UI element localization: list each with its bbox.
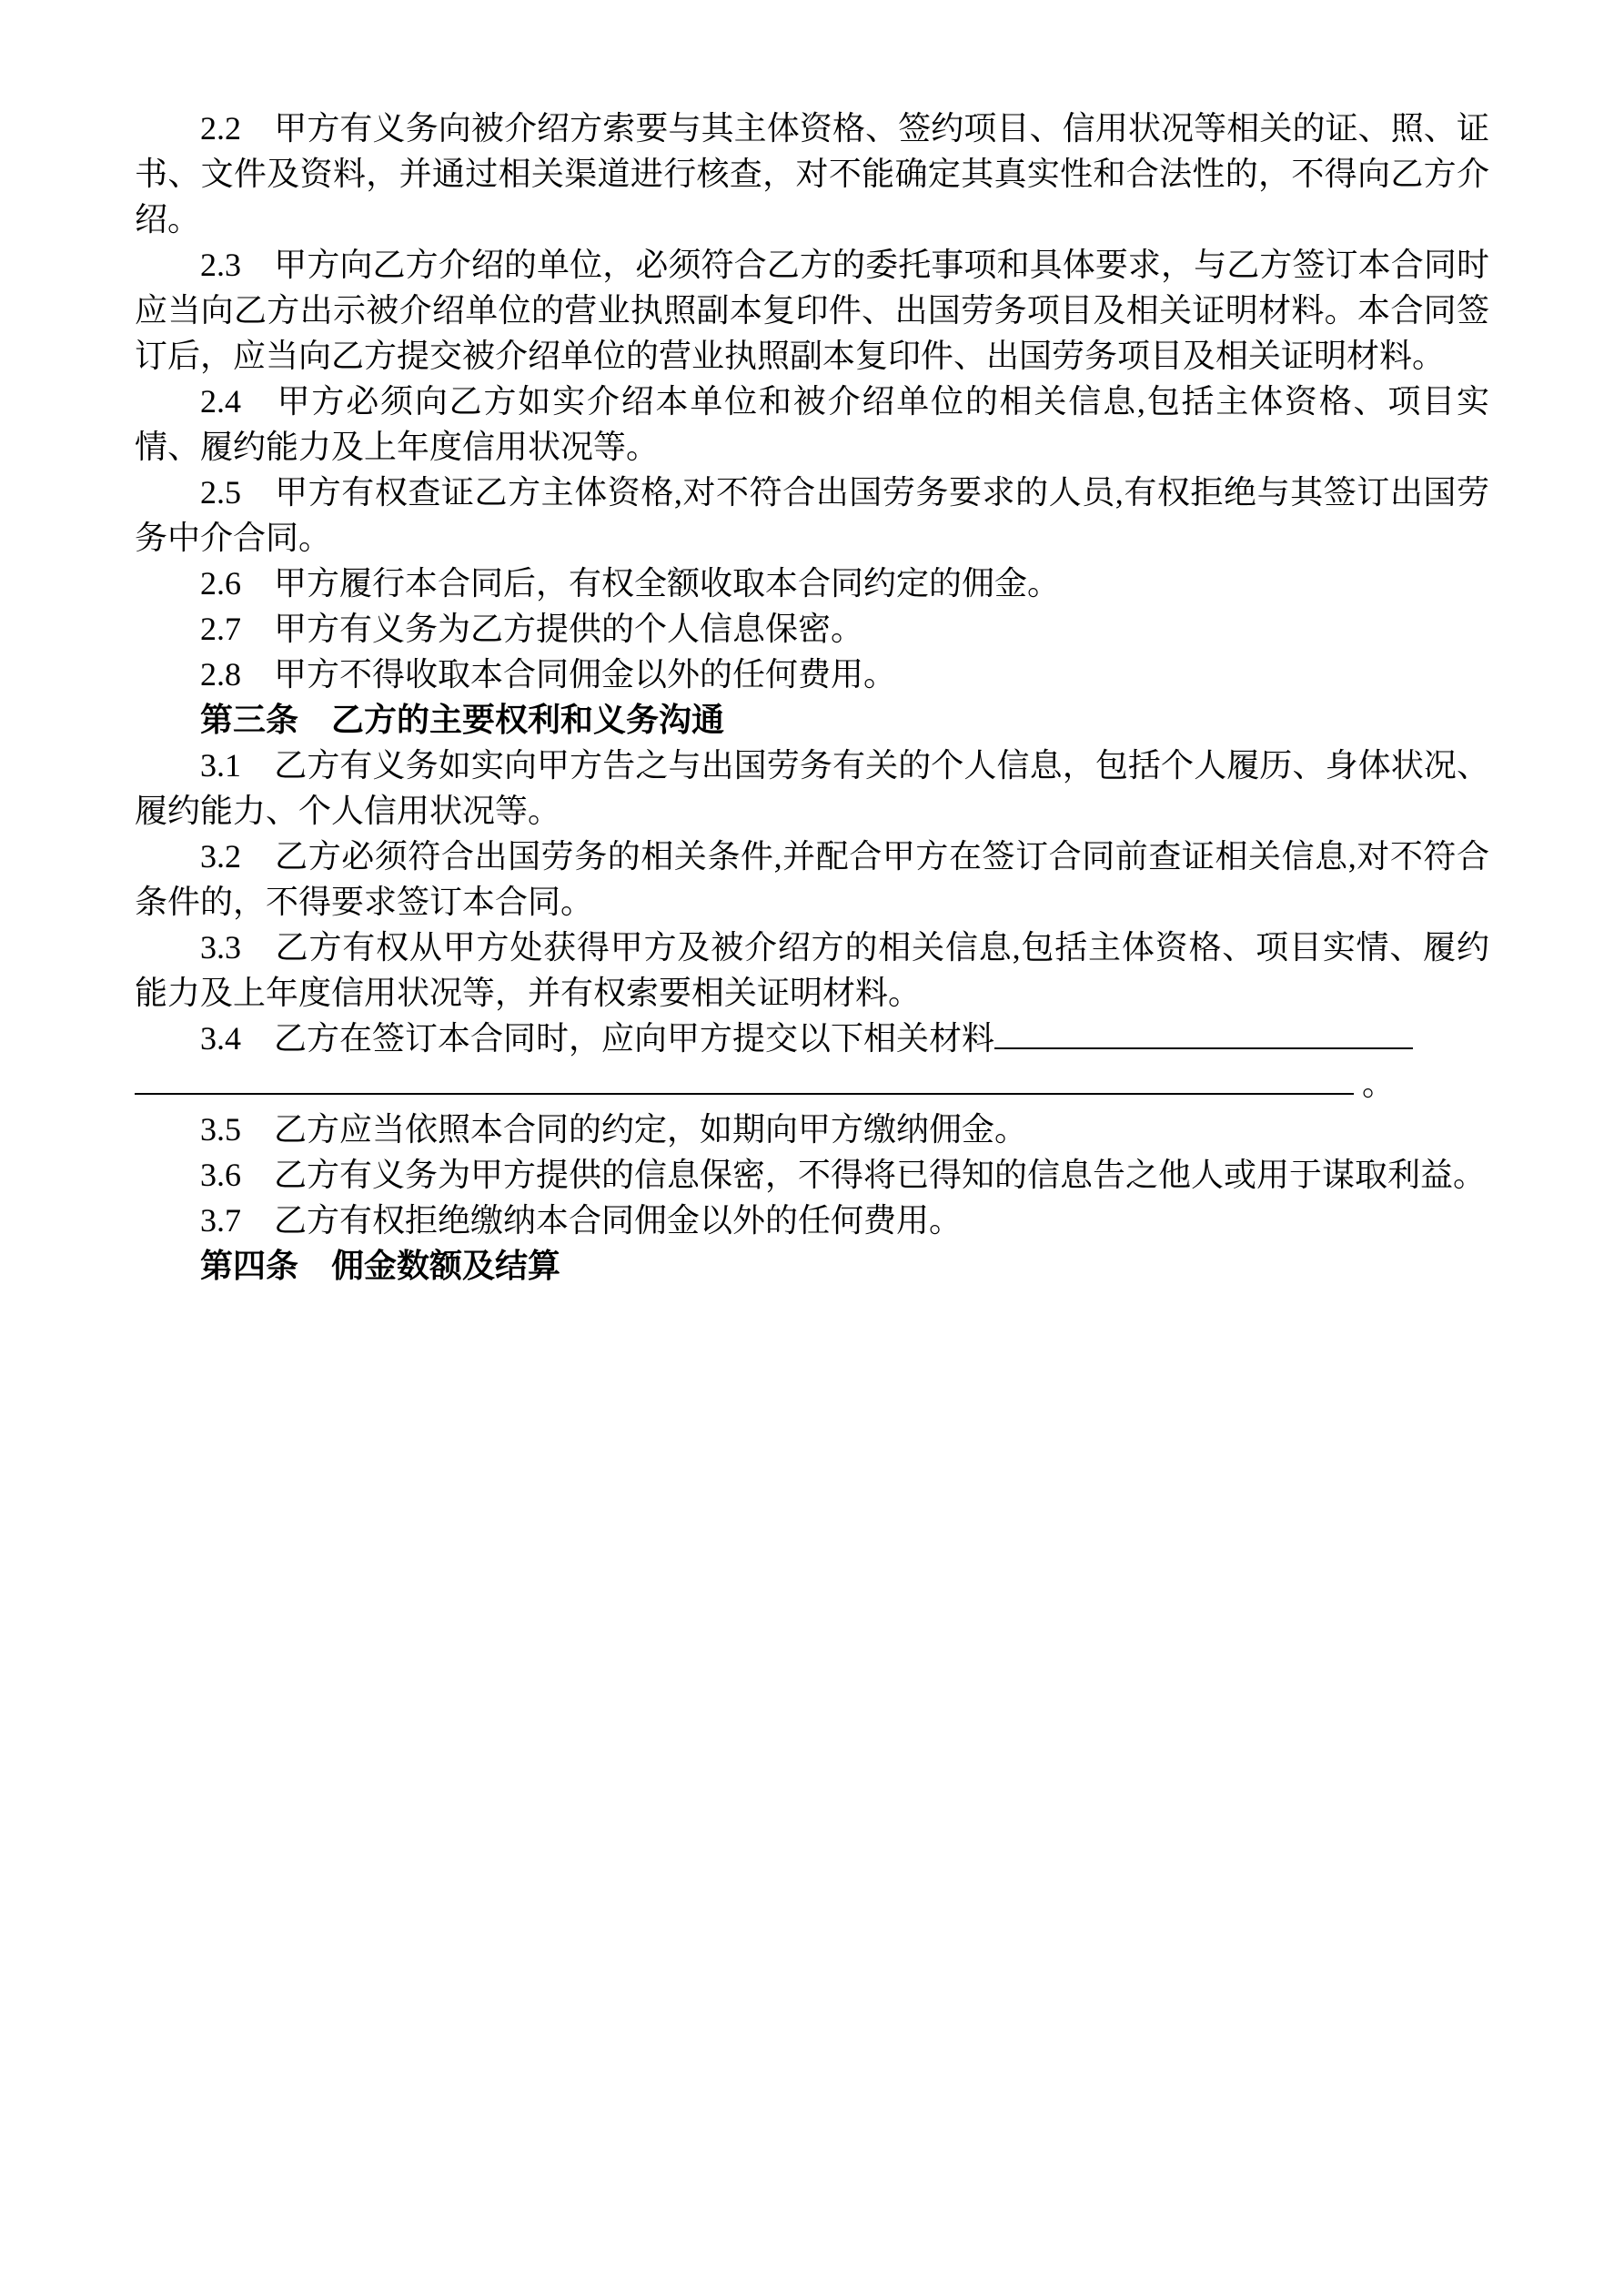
section-heading: 第三条 乙方的主要权利和义务沟通 — [200, 702, 725, 738]
paragraph — [135, 1061, 1489, 1107]
fill-in-blank-line — [135, 1066, 1354, 1095]
paragraph: 3.3 乙方有权从甲方处获得甲方及被介绍方的相关信息,包括主体资格、项目实情、履约能力及上年度信用状况等，并有权索要相关证明材料。 — [135, 929, 1489, 1011]
paragraph — [135, 1016, 1489, 1061]
paragraph-text: 。 — [1354, 1066, 1396, 1102]
fill-in-blank-line — [994, 1020, 1413, 1049]
paragraph: 3.7 乙方有权拒绝缴纳本合同佣金以外的任何费用。 — [200, 1202, 963, 1239]
section-heading: 第四条 佣金数额及结算 — [200, 1248, 561, 1284]
paragraph: 2.3 甲方向乙方介绍的单位，必须符合乙方的委托事项和具体要求，与乙方签订本合同时应当向乙方出示被介绍单位的营业执照副本复印件、出国劳务项目及相关证明材料。本合同签订后，应当向乙方提交被介绍单位的营业执照副本复印件、出国劳务项目及相关证明材料。 — [135, 247, 1489, 374]
paragraph: 2.7 甲方有义务为乙方提供的个人信息保密。 — [200, 611, 864, 647]
paragraph: 3.2 乙方必须符合出国劳务的相关条件,并配合甲方在签订合同前查证相关信息,对不符合条件的，不得要求签订本合同。 — [135, 838, 1489, 920]
paragraph: 2.5 甲方有权查证乙方主体资格,对不符合出国劳务要求的人员,有权拒绝与其签订出国劳务中介合同。 — [135, 474, 1489, 556]
paragraph: 3.5 乙方应当依照本合同的约定，如期向甲方缴纳佣金。 — [200, 1111, 1028, 1148]
paragraph: 2.6 甲方履行本合同后，有权全额收取本合同约定的佣金。 — [200, 565, 1061, 602]
paragraph: 2.2 甲方有义务向被介绍方索要与其主体资格、签约项目、信用状况等相关的证、照、证书、文件及资料，并通过相关渠道进行核查，对不能确定其真实性和合法性的，不得向乙方介绍。 — [135, 110, 1489, 238]
paragraph: 2.8 甲方不得收取本合同佣金以外的任何费用。 — [200, 656, 897, 693]
paragraph: 3.6 乙方有义务为甲方提供的信息保密，不得将已得知的信息告之他人或用于谋取利益。 — [200, 1157, 1487, 1193]
contract-body — [135, 106, 1489, 1289]
paragraph: 3.1 乙方有义务如实向甲方告之与出国劳务有关的个人信息，包括个人履历、身体状况、履约能力、个人信用状况等。 — [135, 747, 1489, 829]
paragraph: 2.4 甲方必须向乙方如实介绍本单位和被介绍单位的相关信息,包括主体资格、项目实情、履约能力及上年度信用状况等。 — [135, 383, 1489, 465]
paragraph-text: 3.4 乙方在签订本合同时，应向甲方提交以下相关材料 — [200, 1020, 995, 1057]
